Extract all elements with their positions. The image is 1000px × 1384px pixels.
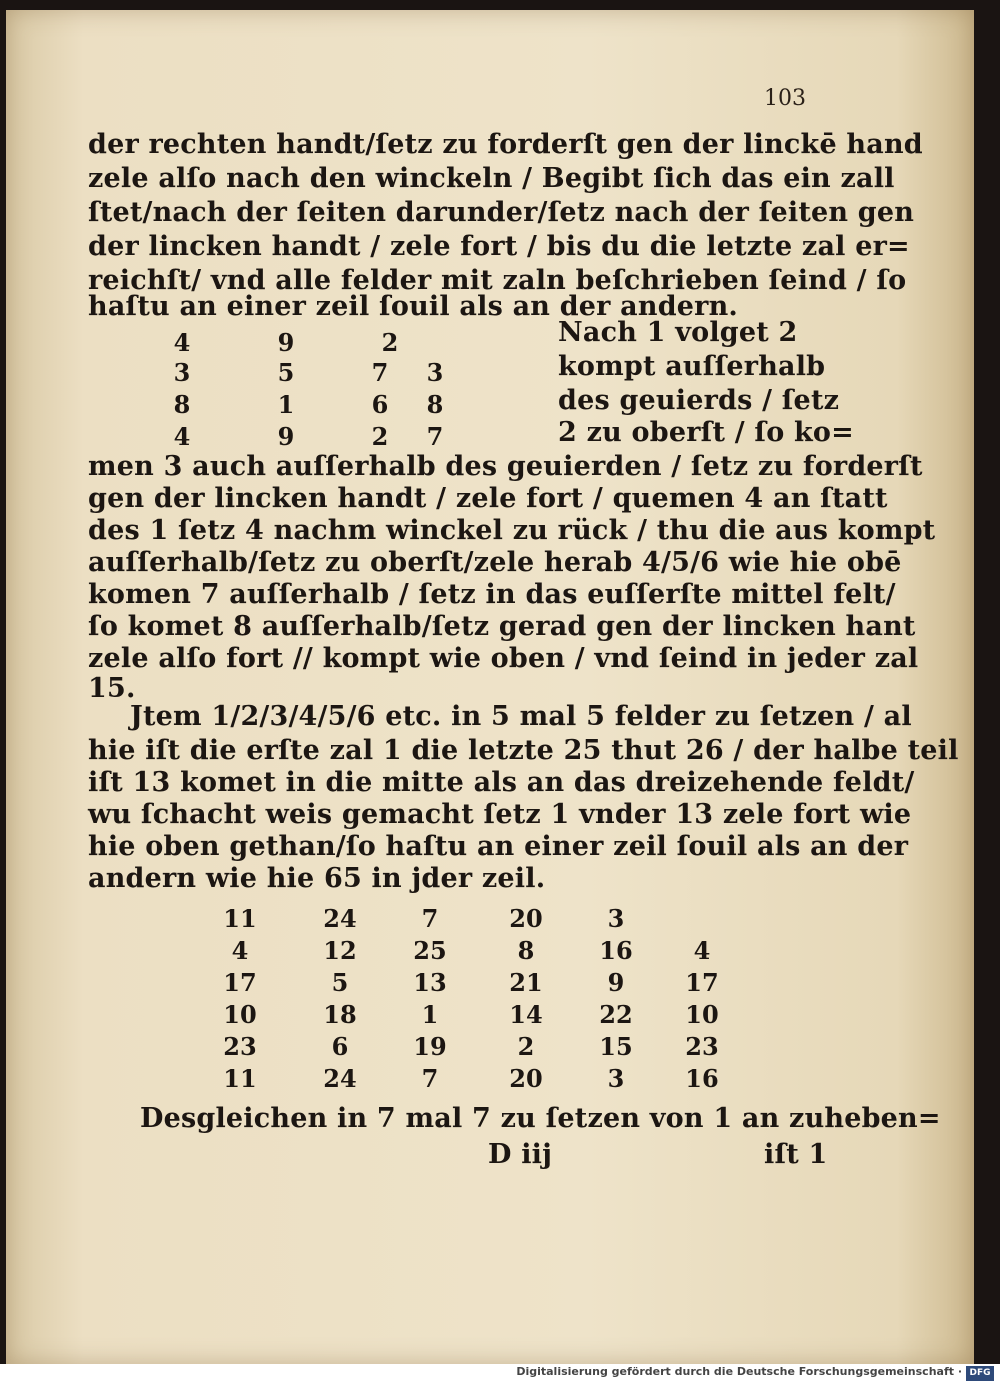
grid5-cell: 3 bbox=[607, 904, 625, 933]
text-line: auſſerhalb/ſetz zu oberſt/zele herab 4/5/6 wie hie obē bbox=[88, 547, 902, 578]
text-line: der lincken handt / zele fort / bis du die letzte zal er= bbox=[88, 231, 910, 262]
grid5-cell: 17 bbox=[685, 968, 719, 997]
grid5-cell: 7 bbox=[421, 904, 439, 933]
text-line: zele alſo fort // kompt wie oben / vnd ſeind in jeder zal bbox=[88, 643, 919, 674]
grid3-cell: 7 bbox=[371, 358, 389, 387]
side-text-line: Nach 1 volget 2 bbox=[558, 317, 798, 348]
grid5-cell: 13 bbox=[413, 968, 447, 997]
grid5-cell: 22 bbox=[599, 1000, 633, 1029]
text-line: reichſt/ vnd alle felder mit zaln beſchrieben ſeind / ſo bbox=[88, 265, 907, 296]
grid5-cell: 16 bbox=[599, 936, 633, 965]
side-text-line: kompt auſſerhalb bbox=[558, 351, 826, 382]
grid5-cell: 20 bbox=[509, 904, 543, 933]
grid5-cell: 4 bbox=[693, 936, 711, 965]
text-line: komen 7 auſſerhalb / ſetz in das euſſerſte mittel felt/ bbox=[88, 579, 896, 610]
grid3-cell: 7 bbox=[426, 422, 444, 451]
grid5-cell: 8 bbox=[517, 936, 535, 965]
grid5-cell: 12 bbox=[323, 936, 357, 965]
grid3-cell: 1 bbox=[277, 390, 295, 419]
dfg-logo: DFG bbox=[966, 1366, 994, 1381]
grid3-cell: 8 bbox=[426, 390, 444, 419]
grid5-cell: 24 bbox=[323, 1064, 357, 1093]
closing-line: Desgleichen in 7 mal 7 zu ſetzen von 1 an zuheben= bbox=[140, 1103, 941, 1134]
grid3-cell: 9 bbox=[277, 422, 295, 451]
grid5-cell: 15 bbox=[599, 1032, 633, 1061]
text-line: ſo komet 8 auſſerhalb/ſetz gerad gen der lincken hant bbox=[88, 611, 916, 642]
text-line: ſtet/nach der ſeiten darunder/ſetz nach der ſeiten gen bbox=[88, 197, 915, 228]
grid5-cell: 4 bbox=[231, 936, 249, 965]
grid5-cell: 17 bbox=[223, 968, 257, 997]
grid5-cell: 11 bbox=[223, 1064, 257, 1093]
grid5-cell: 6 bbox=[331, 1032, 349, 1061]
grid3-cell: 2 bbox=[381, 328, 399, 357]
text-line: andern wie hie 65 in jder zeil. bbox=[88, 863, 546, 894]
text-line: wu ſchacht weis gemacht ſetz 1 vnder 13 zele fort wie bbox=[88, 799, 912, 830]
grid5-cell: 10 bbox=[685, 1000, 719, 1029]
grid3-cell: 4 bbox=[173, 328, 191, 357]
text-line: zele alſo nach den winckeln / Begibt ſich das ein zall bbox=[88, 163, 895, 194]
text-line: Jtem 1/2/3/4/5/6 etc. in 5 mal 5 felder zu ſetzen / al bbox=[130, 701, 912, 732]
grid5-cell: 11 bbox=[223, 904, 257, 933]
grid3-cell: 3 bbox=[426, 358, 444, 387]
text-line: haſtu an einer zeil ſouil als an der andern. bbox=[88, 291, 739, 322]
grid5-cell: 23 bbox=[685, 1032, 719, 1061]
page-number: 103 bbox=[764, 86, 806, 111]
text-line: men 3 auch auſſerhalb des geuierden / ſetz zu forderſt bbox=[88, 451, 923, 482]
grid3-cell: 2 bbox=[371, 422, 389, 451]
grid5-cell: 14 bbox=[509, 1000, 543, 1029]
text-line: hie oben gethan/ſo haſtu an einer zeil ſouil als an der bbox=[88, 831, 909, 862]
grid5-cell: 16 bbox=[685, 1064, 719, 1093]
grid5-cell: 18 bbox=[323, 1000, 357, 1029]
footer-credit: Digitalisierung gefördert durch die Deutsche Forschungsgemeinschaft · bbox=[516, 1365, 962, 1378]
text-line: der rechten handt/ſetz zu forderſt gen der linckē hand bbox=[88, 129, 923, 160]
text-line: gen der lincken handt / zele fort / quemen 4 an ſtatt bbox=[88, 483, 888, 514]
grid5-cell: 10 bbox=[223, 1000, 257, 1029]
grid5-cell: 3 bbox=[607, 1064, 625, 1093]
grid3-cell: 6 bbox=[371, 390, 389, 419]
grid3-cell: 5 bbox=[277, 358, 295, 387]
signature-mark: D iij bbox=[488, 1139, 553, 1170]
grid3-cell: 8 bbox=[173, 390, 191, 419]
grid5-cell: 21 bbox=[509, 968, 543, 997]
grid5-cell: 2 bbox=[517, 1032, 535, 1061]
catchword: iſt 1 bbox=[764, 1139, 828, 1170]
grid5-cell: 1 bbox=[421, 1000, 439, 1029]
side-text-line: 2 zu oberſt / ſo ko= bbox=[558, 417, 854, 448]
grid5-cell: 24 bbox=[323, 904, 357, 933]
grid5-cell: 19 bbox=[413, 1032, 447, 1061]
digitization-footer bbox=[0, 1364, 1000, 1384]
grid5-cell: 25 bbox=[413, 936, 447, 965]
text-line: hie iſt die erſte zal 1 die letzte 25 thut 26 / der halbe teil bbox=[88, 735, 959, 766]
text-line: des 1 ſetz 4 nachm winckel zu rück / thu die aus kompt bbox=[88, 515, 936, 546]
text-line: iſt 13 komet in die mitte als an das dreizehende feldt/ bbox=[88, 767, 915, 798]
grid3-cell: 3 bbox=[173, 358, 191, 387]
grid5-cell: 20 bbox=[509, 1064, 543, 1093]
grid5-cell: 9 bbox=[607, 968, 625, 997]
grid5-cell: 5 bbox=[331, 968, 349, 997]
grid3-cell: 9 bbox=[277, 328, 295, 357]
grid5-cell: 23 bbox=[223, 1032, 257, 1061]
text-line: 15. bbox=[88, 673, 136, 704]
side-text-line: des geuierds / ſetz bbox=[558, 385, 840, 416]
grid3-cell: 4 bbox=[173, 422, 191, 451]
grid5-cell: 7 bbox=[421, 1064, 439, 1093]
